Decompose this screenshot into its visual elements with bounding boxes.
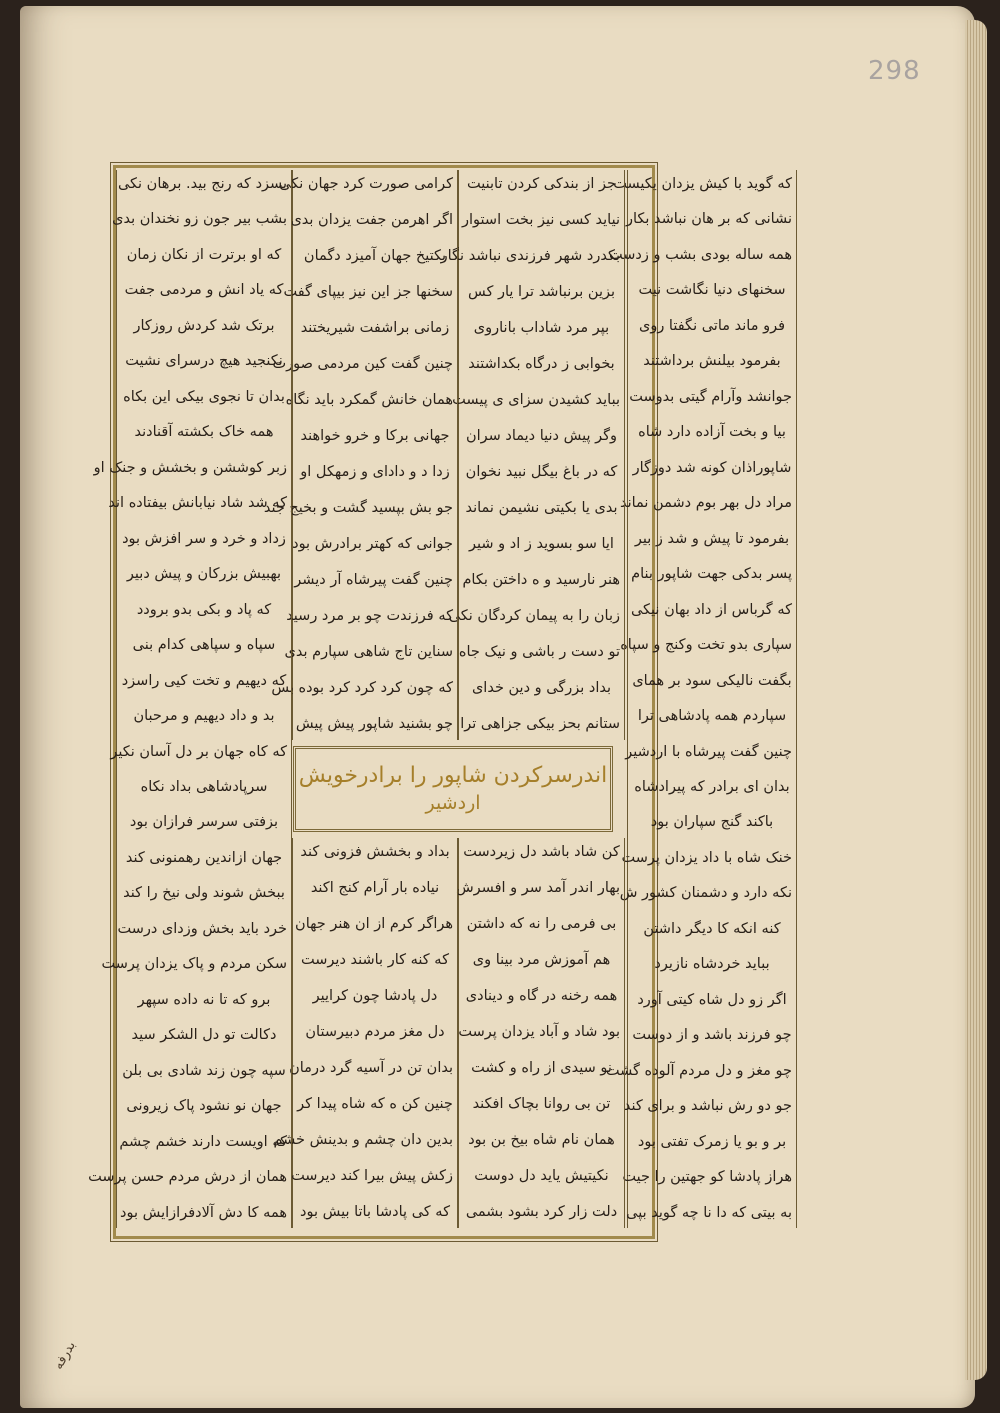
verse-line: سخنهای دنیا نگاشت نیت — [638, 282, 786, 299]
verse-line: بفرمود بیلنش برداشتند — [643, 353, 781, 370]
verse-line: دلت زار کرد بشود بشمی — [465, 1204, 618, 1221]
verse-line: دل مغز مردم دبیرستان — [305, 1024, 445, 1041]
verse-line: که دیهیم و تخت کیی راسزد — [121, 672, 287, 689]
verse-line: اگر زو دل شاه کیتی آورد — [637, 991, 787, 1008]
verse-line: که اویست دارند خشم چشم — [119, 1133, 287, 1150]
marginal-note: بدرفه — [50, 1338, 79, 1373]
verse-line: زکش پیش بیرا کند دیرست — [291, 1168, 453, 1185]
verse-line: جز از بندکی کردن تابنیت — [467, 176, 616, 192]
verse-line: بفرمود تا پیش و شد ز بیر — [634, 530, 790, 547]
verse-line: نیاده بار آرام کنج اکند — [310, 880, 440, 897]
verse-line: بداد و بخشش فزونی کند — [300, 844, 450, 860]
verse-line: بخوابی ز درگاه بکداشتند — [468, 356, 615, 373]
text-column-4 — [273, 838, 458, 1228]
verse-line: ببخش شوند ولی نیخ را کند — [123, 885, 285, 902]
verse-line: بداد بزرگی و دین خدای — [471, 680, 612, 697]
verse-line: نکه دارد و دشمنان کشور ش — [619, 885, 792, 902]
verse-line: همه ساله بودی بشب و زدست — [609, 246, 792, 263]
verse-line: زمانی براشفت شیریختند — [300, 320, 450, 337]
verse-line: بباید خردشاه نازیرد — [654, 956, 770, 973]
text-column-5 — [455, 838, 625, 1228]
verse-line: هنر نارسید و ه داختن بکام — [462, 572, 620, 589]
verse-line: چو بشنید شاپور پیش پیش — [295, 716, 453, 733]
verse-line: که کی پادشا باتا بیش بود — [300, 1204, 450, 1221]
verse-line: هراز پادشا کو جهتین را جیت — [622, 1169, 792, 1186]
verse-line: بیا و بخت آزاده دارد شاه — [638, 424, 786, 441]
text-column-3 — [263, 170, 458, 740]
text-column-6 — [88, 170, 292, 1228]
verse-line: بگفت نالیکی سود بر همای — [632, 672, 792, 689]
verse-line: تو دست ر باشی و نیک جاه — [458, 644, 620, 661]
verse-line: که در باغ بیگل نبید نخوان — [465, 464, 618, 481]
verse-line: جهان ازاندین رهمنونی کند — [125, 849, 283, 866]
verse-line: به بیتی که دا نا چه گوید بپی — [626, 1204, 792, 1221]
verse-line: نیاید کسی نیز بخت استوار — [462, 212, 620, 229]
verse-line: خنک شاه با داد یزدان پرست — [621, 849, 792, 866]
verse-line: کنه انکه کا دیگر داشتن — [643, 920, 781, 937]
heading-line-1: اندرسرکردن شاپور را برادرخویش — [298, 763, 608, 789]
page-edge — [965, 20, 987, 1380]
verse-line: که پاد و بکی بدو برودد — [136, 601, 272, 618]
verse-line: چنین گفت پیرشاه با اردشیر — [625, 743, 792, 760]
verse-line: سپاردم همه پادشاهی ترا — [637, 708, 787, 725]
verse-line: همان از درش مردم حسن پرست — [88, 1169, 287, 1186]
verse-line: نکیتیش یاید دل دوست — [474, 1168, 609, 1185]
verse-line: وگر پیش دنیا دیماد سران — [465, 428, 618, 445]
verse-line: دل پادشا چون کراییر — [312, 988, 438, 1005]
verse-line: که یاد انش و مردمی جفت — [124, 282, 284, 299]
verse-line: همان خانش گمکرد باید نگاه — [285, 392, 453, 409]
verse-line: بی فرمی را نه که داشتن — [466, 916, 617, 933]
verse-line: بزفتی سرسر فرازان بود — [129, 814, 279, 831]
verse-line: برتک شد کردش روزکار — [133, 317, 275, 334]
verse-line: چنین گفت پیرشاه آر دیشر — [294, 572, 453, 589]
verse-line: دکالت تو دل الشکر سید — [131, 1027, 277, 1044]
verse-line: زدا د و دادای و زمهکل او — [300, 464, 450, 481]
verse-line: شاپوراذان کونه شد دوزگار — [632, 459, 792, 476]
text-column-2 — [440, 170, 625, 740]
verse-line: اگر اهرمن جفت یزدان بدی — [290, 212, 453, 229]
verse-line: چو فرزند باشد و از دوست — [632, 1027, 792, 1044]
verse-line: بدان ای برادر که پیرادشاه — [634, 778, 790, 795]
verse-line: سپه چون زند شادی بی بلن — [122, 1062, 286, 1079]
verse-line: سخنها جز این نیز بیپای گفت — [283, 284, 453, 301]
verse-line: بود شاد و آباد یزدان پرست — [458, 1024, 620, 1041]
verse-line: برو که تا نه داده سپهر — [137, 991, 271, 1008]
verse-line: بهار اندر آمد سر و افسرش — [455, 880, 620, 897]
verse-line: چو مغز و دل مردم آلوده گشت — [605, 1062, 792, 1079]
verse-line: بدان تن در آسیه گرد درمان — [289, 1060, 453, 1077]
verse-line: بشب بیر جون زو نخندان بدی — [112, 211, 287, 228]
verse-line: بکدرد شهر فرزندی نباشد نگار — [440, 248, 620, 265]
verse-line: زبان را به پیمان کردگان نکی — [448, 608, 620, 625]
verse-line: خرد باید بخش وزدای درست — [117, 920, 287, 937]
verse-line: جو دو رش نباشد و برای کند — [623, 1098, 792, 1115]
verse-line: جوانی که کهتر برادرش بود — [292, 536, 453, 553]
verse-line: که فرزندت چو بر مرد رسید — [286, 608, 453, 625]
verse-line: چنین گفت کین مردمی صورت — [272, 356, 453, 373]
verse-line: ستانم بحز بیکی جزاهی ترا — [460, 716, 620, 733]
verse-line: که کنه کار باشند دیرست — [301, 952, 449, 969]
verse-line: بکتیخ جهان آمیزد دگمان — [303, 248, 447, 265]
verse-line: که شد شاد نیابانش بیفتاده اند — [108, 495, 287, 512]
verse-line: ایا سو بسوید ز اد و شیر — [469, 536, 614, 553]
verse-line: بباید کشیدن سزای ی پیست — [452, 392, 620, 409]
verse-line: بسزد که رنج بید. برهان نکی — [117, 176, 287, 192]
verse-line: همه کا دش آلادفرازایش بود — [120, 1204, 287, 1221]
verse-line: که کاه جهان بر دل آسان نکیر — [110, 743, 287, 760]
verse-line: بپر مرد شاداب باناروی — [473, 320, 610, 337]
verse-line: زبر کوششن و بخشش و جنک او — [93, 459, 287, 476]
verse-line: سرپادشاهی بداد نکاه — [140, 778, 268, 795]
verse-line: جهان نو نشود پاک زیرونی — [126, 1098, 282, 1115]
verse-line: کن شاد باشد دل زیردست — [463, 844, 620, 860]
verse-line: نو سیدی از راه و کشت — [471, 1060, 612, 1077]
verse-line: بر و بو یا زمرک تفتی بود — [637, 1133, 787, 1150]
text-column-1 — [605, 170, 797, 1228]
verse-line: که چون کرد کرد کرد بوده بس — [271, 680, 453, 697]
chapter-heading — [293, 746, 613, 832]
verse-line: سناین تاج شاهی سپارم بدی — [284, 644, 453, 661]
verse-line: همان نام شاه بیخ بن بود — [468, 1132, 615, 1149]
verse-line: سپاری بدو تخت وکنج و سپاه — [620, 637, 792, 654]
verse-line: که گرباس از داد بهان نیکی — [630, 601, 792, 618]
verse-line: بد و داد دیهیم و مرحبان — [133, 708, 275, 725]
verse-line: چنین کن ه که شاه پیدا کر — [297, 1096, 453, 1113]
verse-line: جو بش بپسید گشت و بخیج جند — [263, 500, 453, 517]
verse-line: سکن مردم و پاک یزدان پرست — [101, 956, 287, 973]
folio-number: 298 — [868, 56, 921, 86]
verse-line: بدی یا بکیتی نشیمن نماند — [465, 500, 618, 517]
verse-line: زداد و خرد و سر افزش بود — [122, 530, 286, 547]
verse-line: جهانی برکا و خرو خواهند — [300, 428, 450, 445]
verse-line: فرو ماند ماتی نگفتا روی — [638, 317, 786, 334]
verse-line: باکند گنج سپاران بود — [650, 814, 774, 831]
verse-line: نشانی که بر هان نباشد بکار — [625, 211, 792, 228]
verse-line: بهبیش بزرکان و پیش دبیر — [126, 566, 282, 583]
verse-line: تن بی روانا بچاک افکند — [472, 1096, 611, 1113]
verse-line: هراگر کرم از ان هنر جهان — [295, 916, 453, 933]
verse-line: نکنجید هیچ درسرای نشیت — [125, 353, 283, 370]
verse-line: پسر بدکی جهت شاپور بنام — [631, 566, 792, 583]
verse-line: که او برترت از نکان زمان — [126, 246, 282, 263]
verse-line: بزین برنباشد ترا یار کس — [467, 284, 616, 301]
verse-line: همه خاک بکشته آقنادند — [134, 424, 274, 441]
verse-line: سپاه و سپاهی کدام بنی — [132, 637, 276, 654]
heading-line-2: اردشیر — [425, 791, 481, 814]
verse-line: هم آموزش مرد بینا وی — [472, 952, 611, 969]
verse-line: همه رخنه در گاه و دینادی — [465, 988, 618, 1005]
verse-line: بدین دان چشم و بدینش خشم — [273, 1132, 453, 1149]
verse-line: کرامی صورت کرد جهان نکی — [279, 176, 453, 192]
verse-line: بدان تا نجوی بیکی این بکاه — [123, 388, 285, 405]
verse-line: که گوید با کیش یزدان یکیست — [613, 176, 792, 192]
verse-line: جوانشد وآرام گیتی بدوست — [629, 388, 792, 405]
verse-line: مراد دل بهر بوم دشمن نماند — [619, 495, 792, 512]
